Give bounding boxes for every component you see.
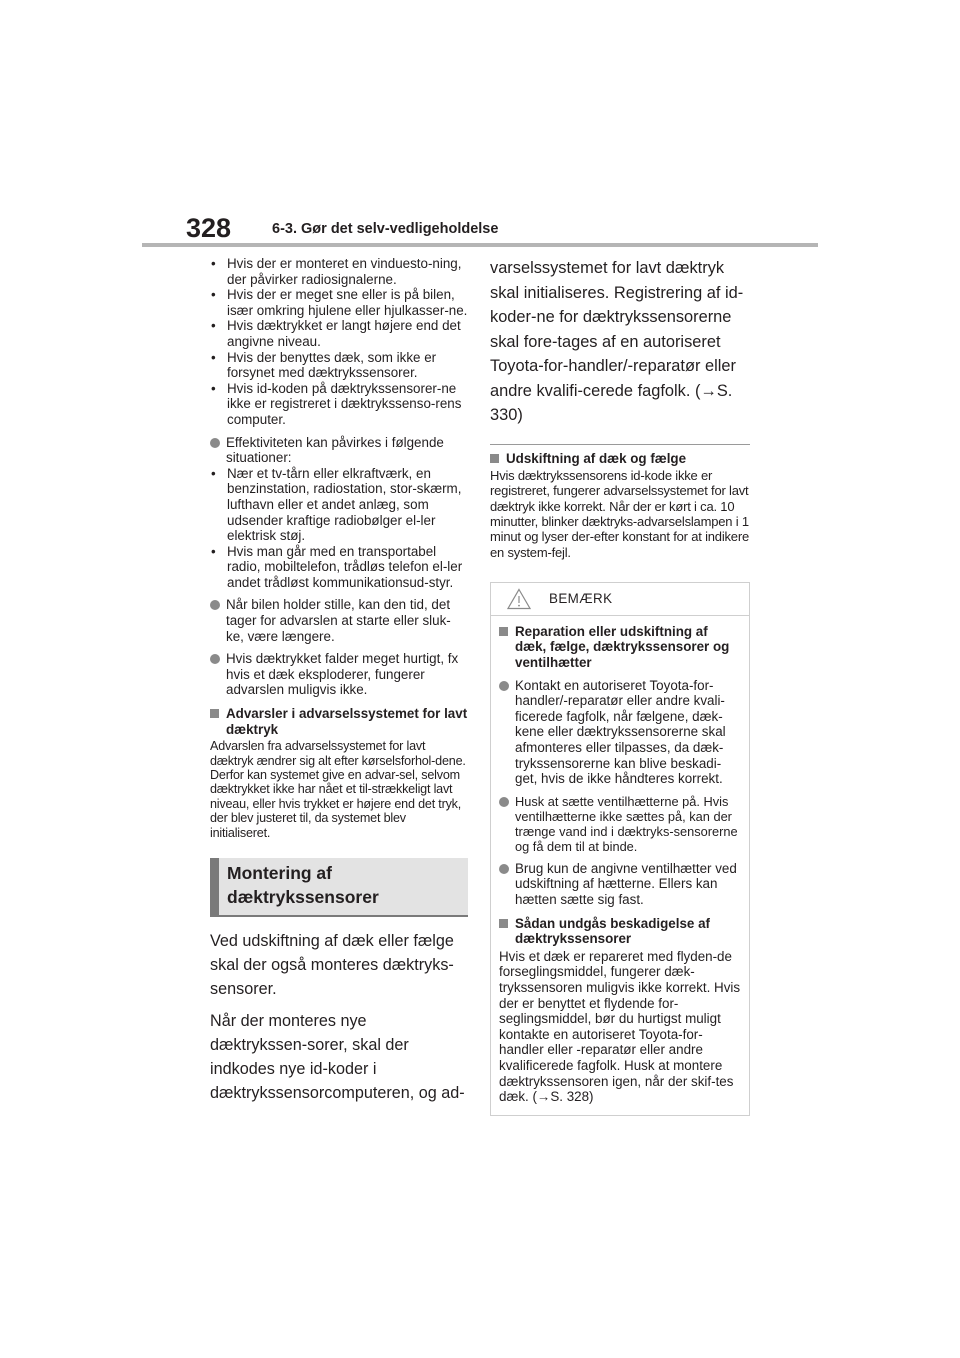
header-rule [142, 243, 818, 247]
note-avoid-damage-text: Hvis et dæk er repareret med flyden-de forseglingsmiddel, fungerer dæk-trykssensoren muligvis ikke korrekt. Hvis der er benyttet et flydende for-seglingsmiddel, bør du hurtigst muligt kontakte en autoriseret Toyota-for-handler eller -reparatør eller andre kvalificerede fagfolk. Husk at montere dæktrykssensoren igen, når der skif-tes dæk. (→S. 328) [499, 948, 741, 1105]
list-item: • Hvis dæktrykket er langt højere end det angivne niveau. [211, 318, 461, 349]
list-item: • Hvis id-koden på dæktrykssensorer-ne ikke er registreret i dæktrykssenso-rens computer. [211, 380, 462, 427]
bullet-stationary: Når bilen holder stille, kan den tid, det tager for advarslen at starte eller sluk-ke, være længere. [210, 597, 468, 644]
note-heading-repair: Reparation eller udskiftning af dæk, fælge, dæktrykssensorer og ventilhætter [499, 624, 741, 671]
mounting-paragraph-1: Ved udskiftning af dæk eller fælge skal der også monteres dæktryks-sensorer. [210, 932, 454, 999]
circle-bullet-icon [210, 600, 220, 610]
section-heading-line1: Montering af [227, 863, 332, 884]
sub-bullet-icon: • [211, 318, 216, 334]
mounting-paragraph-2: Når der monteres nye dæktrykssen-sorer, skal der indkodes nye id-koder i dæktrykssensorcomputeren, og ad- [210, 1012, 465, 1103]
warnings-heading: Advarsler i advarselssystemet for lavt dæktryk [210, 706, 468, 737]
sub-bullet-icon: • [211, 465, 216, 481]
bullet-rapid-drop: Hvis dæktrykket falder meget hurtigt, fx hvis et dæk eksploderer, fungerer advarslen muligvis ikke. [210, 651, 468, 698]
note-heading-avoid-damage: Sådan undgås beskadigelse af dæktrykssensorer [499, 916, 741, 947]
circle-bullet-icon [499, 864, 509, 874]
sub-bullet-icon: • [211, 349, 216, 365]
divider [490, 444, 750, 445]
mounting-paragraph-cont: varselssystemet for lavt dæktryk skal initialiseres. Registrering af id-koder-ne for dæktrykssensorerne skal fore-tages af en autoriseret Toyota-for-handler/-reparatør eller andre kvalifi-cerede fagfolk. (→S. 330) [490, 259, 744, 424]
list-item: • Hvis man går med en transportabel radio, mobiltelefon, trådløs telefon el-ler andet trådløst kommunikationsud-styr. [211, 543, 463, 590]
square-bullet-icon [210, 709, 219, 718]
note-header [491, 583, 749, 616]
square-bullet-icon [499, 627, 508, 636]
note-bullet-contact: Kontakt en autoriseret Toyota-for-handler/-reparatør eller andre kvali-ficerede fagfolk, når fælgene, dæk-kene eller dæktrykssensorerne skal afmonteres eller tilpasses, da dæk-trykssensorerne kan blive beskadi-get, hvis de ikke håndteres korrekt. [499, 678, 741, 787]
sub-bullet-icon: • [211, 543, 216, 559]
bullet-effectiveness: Effektiviteten kan påvirkes i følgende situationer: [210, 435, 468, 466]
replace-heading: Udskiftning af dæk og fælge [490, 451, 750, 467]
list-item: • Hvis der er meget sne eller is på bilen, især omkring hjulene eller hjulkasser-ne. [211, 287, 468, 318]
sub-bullet-icon: • [211, 256, 216, 271]
note-bullet-specified-caps: Brug kun de angivne ventilhætter ved udskiftning af hætterne. Ellers kan hætten sætte sig fast. [499, 861, 741, 908]
page-header [0, 0, 960, 250]
square-bullet-icon [499, 919, 508, 928]
left-column [210, 256, 468, 1105]
section-heading [210, 858, 468, 917]
note-bullet-valve-caps: Husk at sætte ventilhætterne på. Hvis ventilhætterne ikke sættes på, kan der trænge vand ind i dæktryks-sensorerne og få dem til at binde. [499, 794, 741, 854]
list-item: • Nær et tv-tårn eller elkraftværk, en benzinstation, radiostation, stor-skærm, lufthavn eller et andet anlæg, som udsender kraftige radiobølger el-ler elektrisk støj. [211, 465, 462, 544]
circle-bullet-icon [499, 681, 509, 691]
circle-bullet-icon [210, 438, 220, 448]
replace-text: Hvis dæktrykssensorens id-kode ikke er registreret, fungerer advarselssystemet for lavt dæktryk ikke korrekt. Når der er kørt i ca. 10 minutter, blinker dæktryks-advarselslampen i 1 minut og lyser der-efter konstant for at indikere en system-fejl. [490, 468, 749, 560]
note-box [490, 582, 750, 1116]
note-label: BEMÆRK [549, 591, 613, 607]
list-item: • Hvis der benyttes dæk, som ikke er forsynet med dæktrykssensorer. [211, 349, 437, 381]
list-item: • Hvis der er monteret en vinduesto-ning, der påvirker radiosignalerne. [211, 256, 462, 287]
sub-bullet-icon: • [211, 380, 216, 396]
circle-bullet-icon [210, 654, 220, 664]
right-column [490, 256, 750, 1116]
square-bullet-icon [490, 454, 499, 463]
page-number: 328 [186, 213, 232, 243]
section-title: 6-3. Gør det selv-vedligeholdelse [272, 221, 499, 237]
warning-icon [507, 588, 531, 610]
circle-bullet-icon [499, 797, 509, 807]
section-heading-line2: dæktrykssensorer [227, 887, 379, 908]
sub-bullet-icon: • [211, 287, 216, 303]
warnings-text: Advarslen fra advarselssystemet for lavt dæktryk ændrer sig alt efter kørselsforhol-dene. Derfor kan systemet give en advar-sel, selvom dæktrykket ikke har nået et til-strækkeligt lavt niveau, eller hvis trykket er højere end det tryk, der blev justeret til, da systemet blev initialiseret. [210, 739, 466, 840]
